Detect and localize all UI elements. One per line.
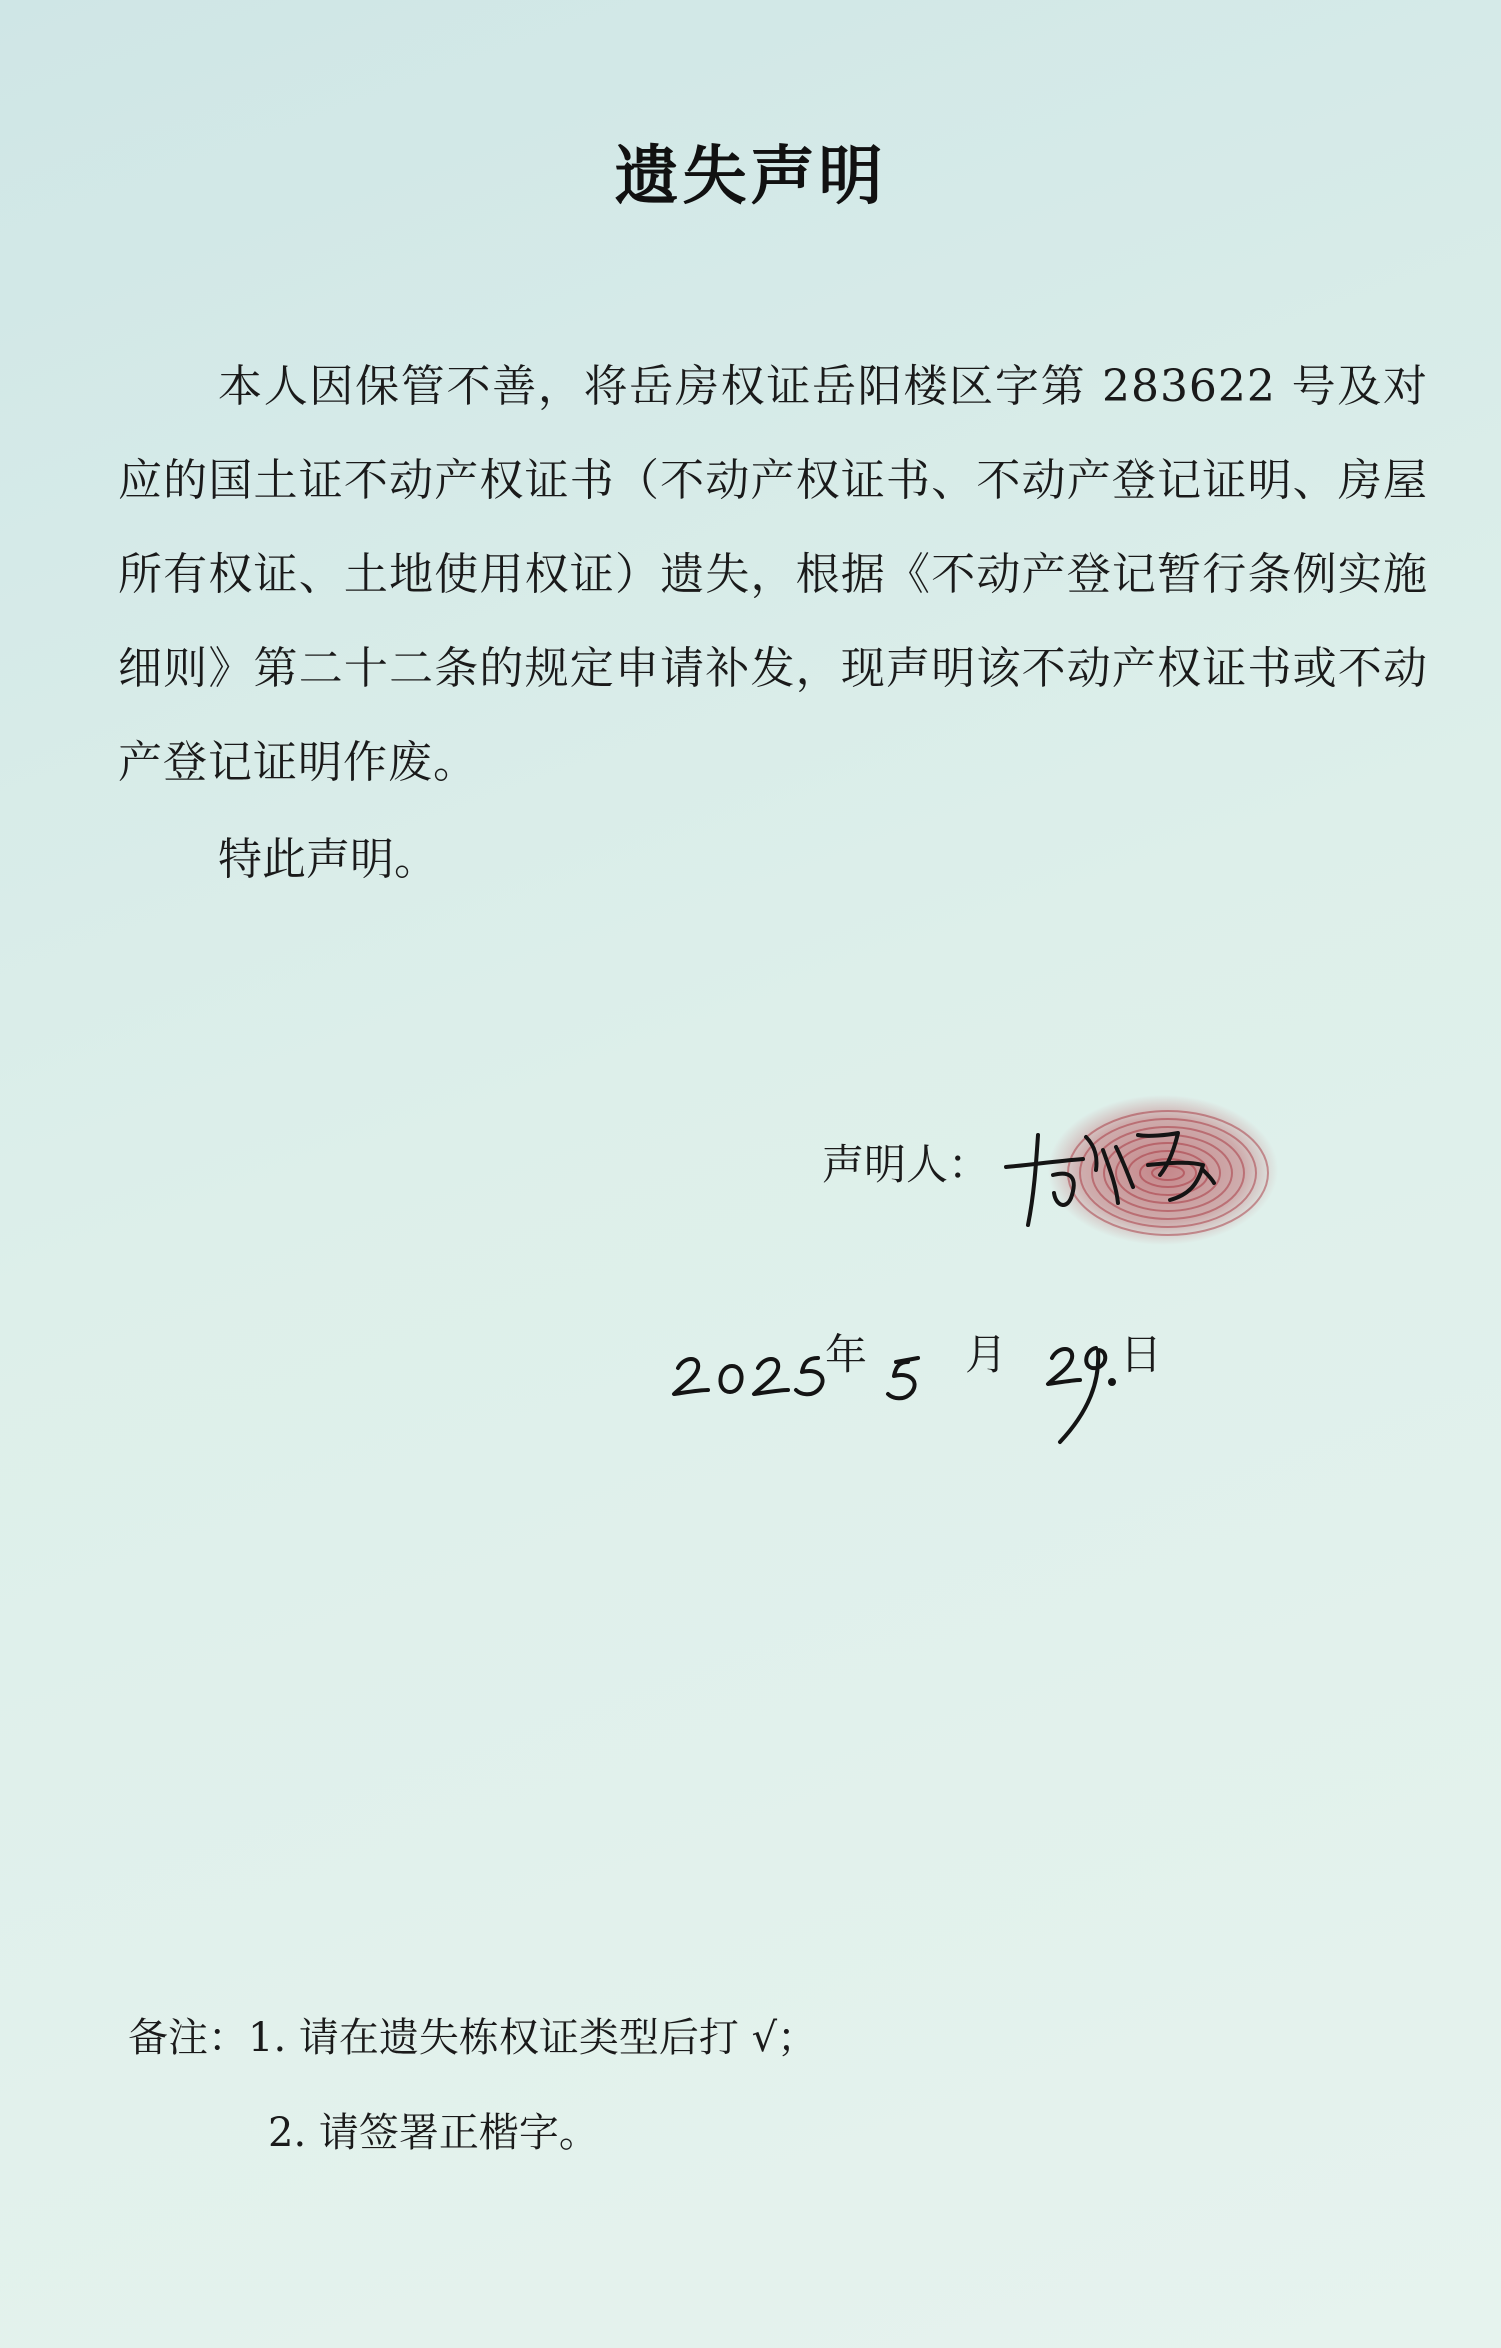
declaration-body: 本人因保管不善，将岳房权证岳阳楼区字第 283622 号及对应的国土证不动产权证书（不动产权证书、不动产登记证明、房屋所有权证、土地使用权证）遗失，根据《不动产登记暂行条例实施细则》第二十二条的规定申请补发，现声明该不动产权证书或不动产登记证明作废。 (118, 361, 1428, 788)
date-year-unit: 年 (825, 1330, 868, 1379)
closing-statement: 特此声明。 (218, 834, 438, 885)
remarks-item-2: 2. 请签署正楷字。 (268, 2110, 599, 2156)
remarks-row-1 (128, 2008, 817, 2068)
signer-label: 声明人： (822, 1140, 991, 1189)
date-month-unit: 月 (965, 1330, 1008, 1379)
remarks (128, 2008, 817, 2163)
signer-line (822, 1135, 990, 1195)
remarks-item-1: 1. 请在遗失栋权证类型后打 √； (248, 2015, 818, 2061)
signature-with-fingerprint (998, 1075, 1288, 1275)
date-line (660, 1310, 1220, 1450)
remarks-label: 备注： (128, 2015, 248, 2061)
remarks-row-2 (128, 2103, 817, 2163)
date-day-unit: 日 (1120, 1330, 1163, 1379)
page-title: 遗失声明 (614, 140, 887, 214)
